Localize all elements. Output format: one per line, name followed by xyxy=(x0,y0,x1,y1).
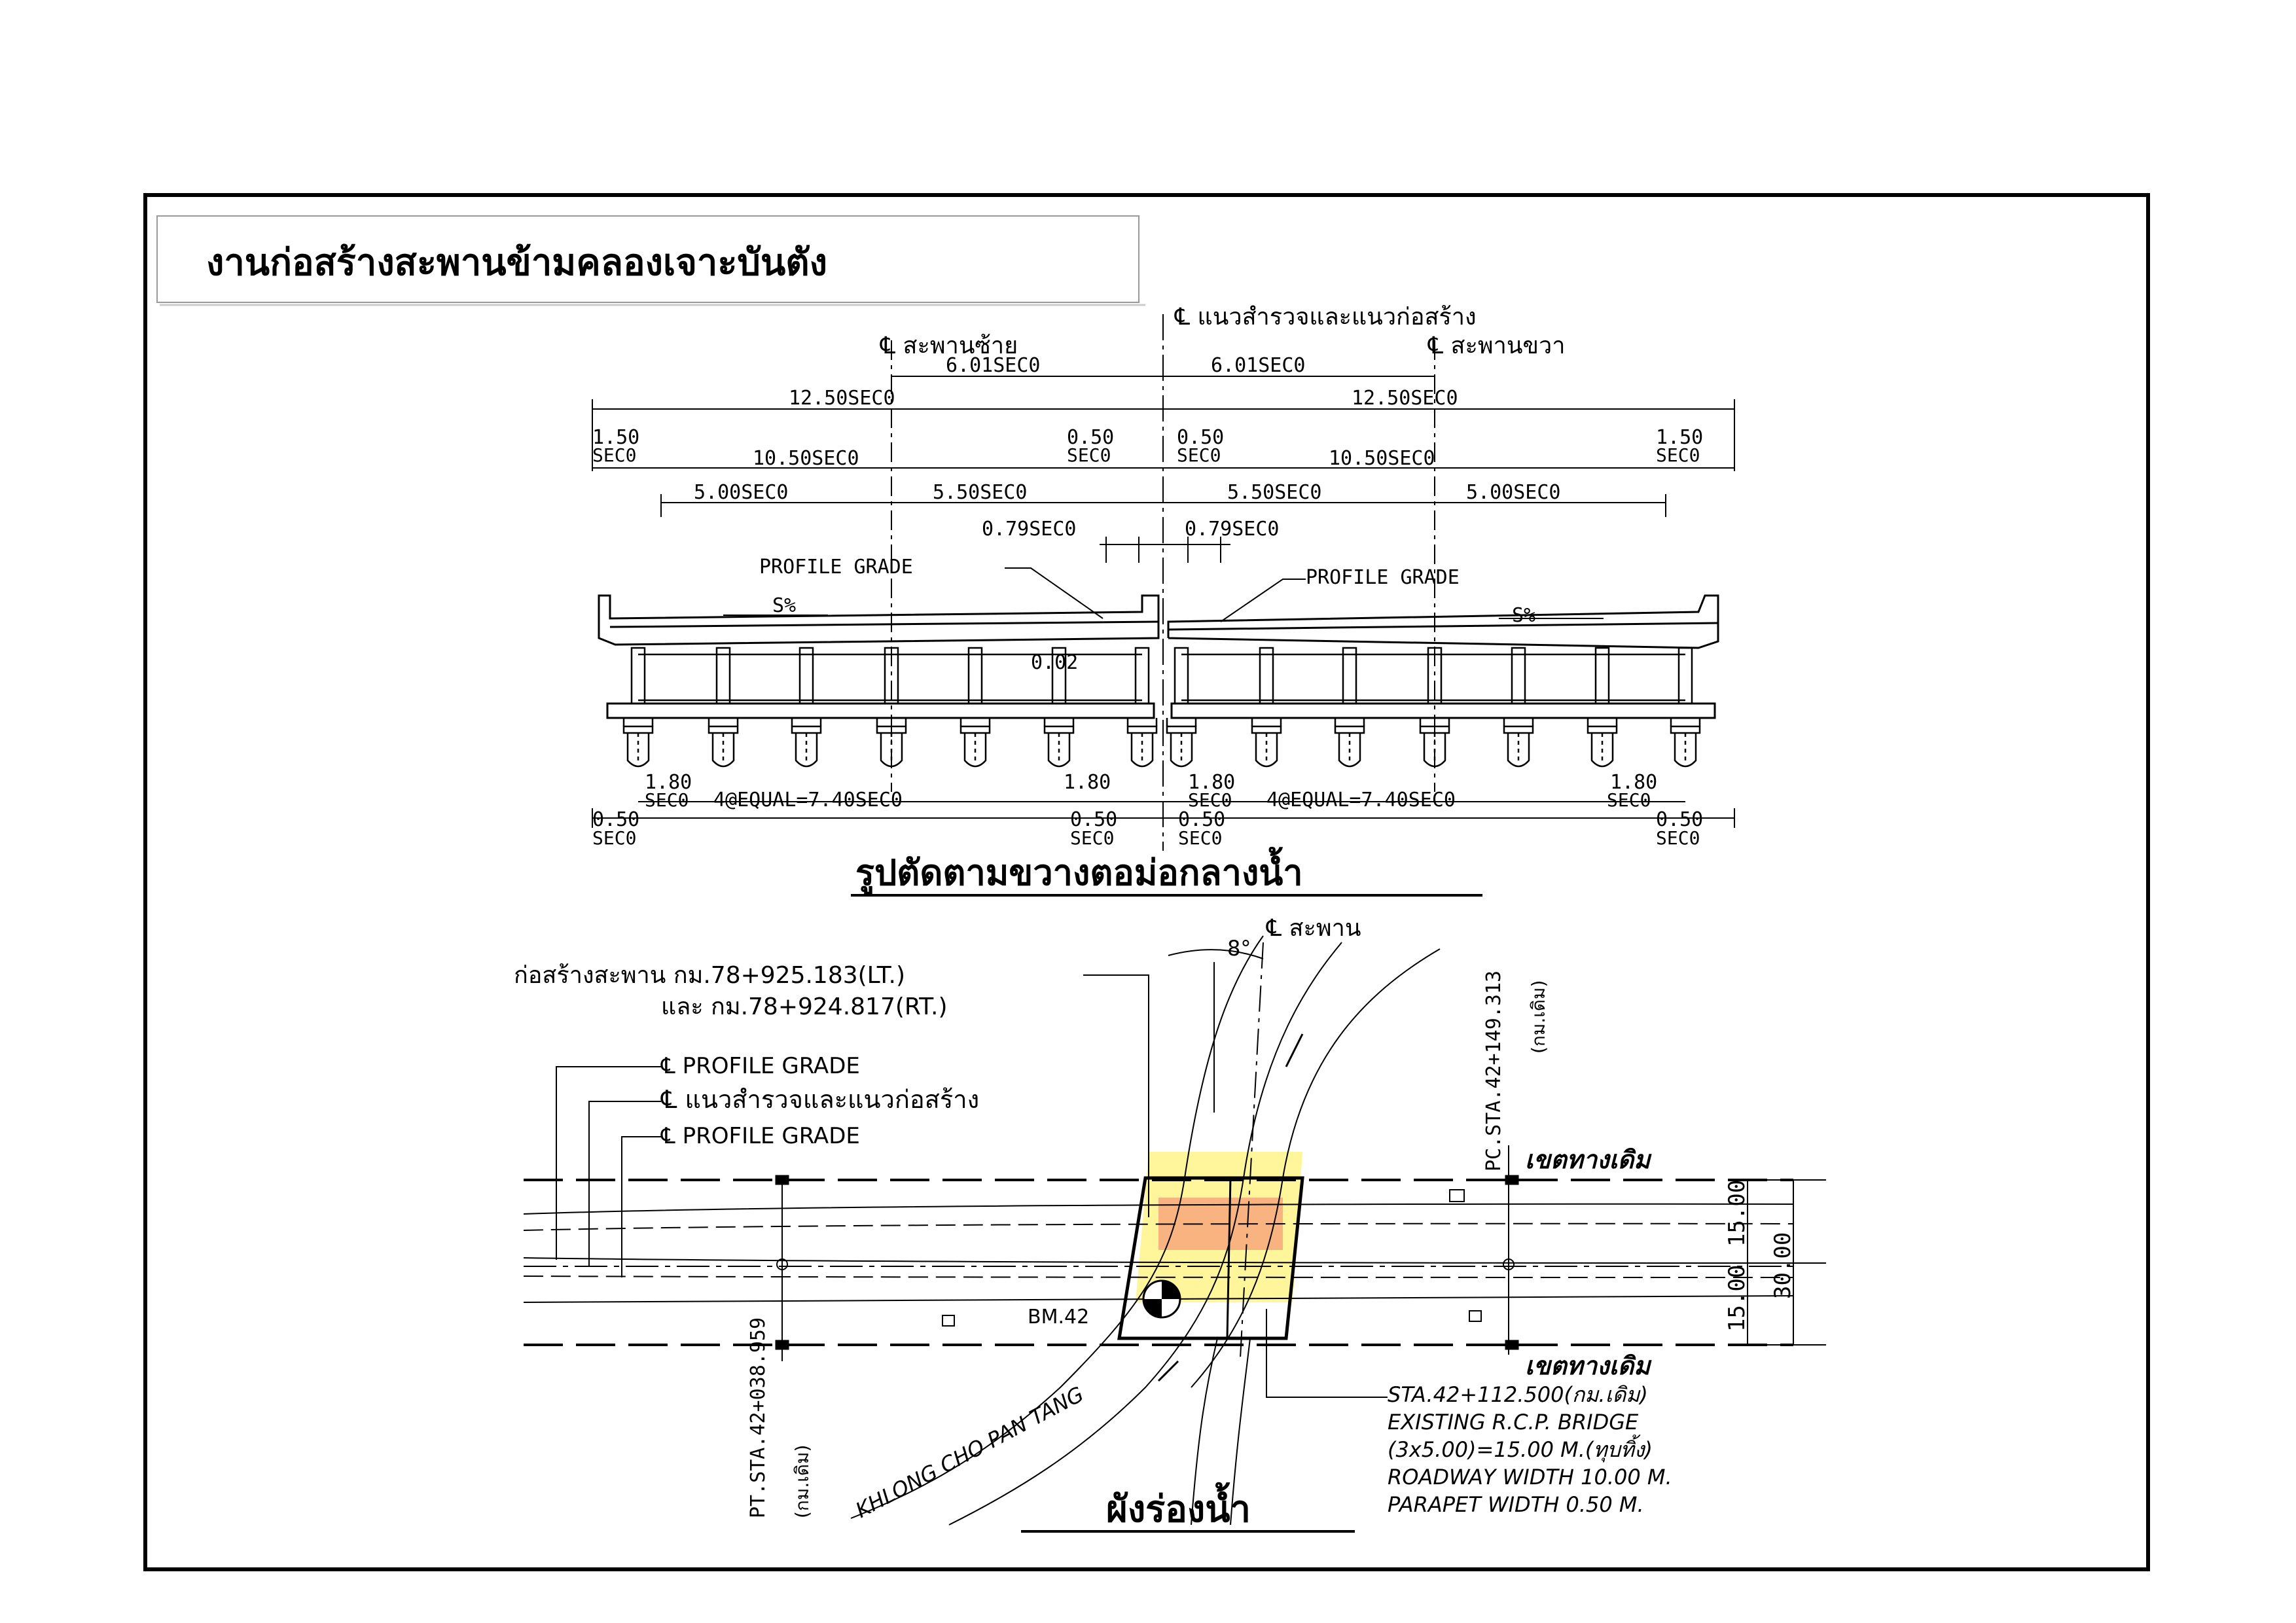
deck-left xyxy=(599,596,1158,645)
dim-050-bl: 0.50 xyxy=(592,808,640,831)
sec-b: SEC0 xyxy=(1188,789,1232,811)
dim-050-left: 0.50 xyxy=(1067,426,1115,449)
sec-bl: SEC0 xyxy=(592,827,637,849)
canal-label: KHLONG CHO PAN TANG xyxy=(851,1382,1088,1524)
slope-left: S% xyxy=(772,594,797,617)
pole-symbol-2 xyxy=(942,1315,954,1326)
note-line-4: ROADWAY WIDTH 10.00 M. xyxy=(1388,1465,1672,1489)
legend-profile-1: ℄ PROFILE GRADE xyxy=(661,1053,860,1079)
dim-left-079: 0.79SEC0 xyxy=(982,518,1077,541)
row-label-top: เขตทางเดิม xyxy=(1525,1145,1651,1174)
pole-symbol-3 xyxy=(1469,1311,1481,1321)
note-line-2: EXISTING R.C.P. BRIDGE xyxy=(1388,1410,1639,1435)
dim-15-bottom: 15.00 xyxy=(1724,1264,1750,1332)
slope-right: S% xyxy=(1512,604,1536,627)
dim-right-550: 5.50SEC0 xyxy=(1227,481,1322,504)
dim-left-1050: 10.50SEC0 xyxy=(753,447,859,470)
pole-symbol-1 xyxy=(1450,1190,1464,1202)
pier-frame xyxy=(638,654,1685,700)
flow-arrow-1 xyxy=(1286,1034,1302,1067)
dim-180-a: 1.80 xyxy=(645,771,692,794)
sec-bm2: SEC0 xyxy=(1178,827,1223,849)
flow-arrow-2 xyxy=(1158,1361,1178,1381)
profile-grade-left: PROFILE GRADE xyxy=(759,556,913,579)
plan-title: ผังร่องน้ำ xyxy=(1106,1488,1251,1531)
dim-150-right-sec: SEC0 xyxy=(1656,444,1700,466)
pile xyxy=(1671,648,1700,766)
pt-sta-label: PT.STA.42+038.959 xyxy=(747,1317,770,1518)
dim-left-1250: 12.50SEC0 xyxy=(789,387,895,410)
pile xyxy=(624,648,653,766)
pier-cap-left xyxy=(607,704,1154,718)
pile xyxy=(792,648,821,766)
pile xyxy=(1128,648,1157,766)
dim-150-left: 1.50 xyxy=(592,426,640,449)
row-label-bottom: เขตทางเดิม xyxy=(1525,1351,1651,1380)
dim-180-d: 1.80 xyxy=(1610,771,1658,794)
pile xyxy=(1335,648,1364,766)
cl-left-label: ℄ สะพานซ้าย xyxy=(880,332,1018,359)
sec-br: SEC0 xyxy=(1656,827,1700,849)
dim-left-550: 5.50SEC0 xyxy=(933,481,1028,504)
sec-a: SEC0 xyxy=(645,789,689,811)
note-line-3: (3x5.00)=15.00 M.(ทุบทิ้ง) xyxy=(1388,1437,1653,1462)
profile-grade-leader-right xyxy=(1221,579,1306,622)
pc-sta-label: PC.STA.42+149.313 xyxy=(1482,970,1505,1171)
note-leader xyxy=(1266,1309,1388,1397)
legend-profile-2: ℄ PROFILE GRADE xyxy=(661,1123,860,1149)
dim-right-1250: 12.50SEC0 xyxy=(1352,387,1458,410)
legend-leader-3 xyxy=(622,1137,661,1277)
dim-180-c: 1.80 xyxy=(1188,771,1236,794)
legend-leader-1 xyxy=(556,1067,661,1260)
pile-group xyxy=(624,648,1700,766)
note-line-1: STA.42+112.500(กม.เดิม) xyxy=(1388,1382,1648,1407)
profile-grade-leader-left xyxy=(1005,568,1103,618)
dim-050-bm2: 0.50 xyxy=(1178,808,1226,831)
legend-leader-2 xyxy=(589,1101,661,1266)
cl-survey-label: ℄ แนวสำรวจและแนวก่อสร้าง xyxy=(1175,304,1477,330)
dim-30: 30.00 xyxy=(1770,1232,1796,1299)
dim-050-right: 0.50 xyxy=(1177,426,1225,449)
dim-right-601: 6.01SEC0 xyxy=(1211,354,1306,377)
legend-survey: ℄ แนวสำรวจและแนวก่อสร้าง xyxy=(661,1085,980,1114)
pile xyxy=(709,648,738,766)
sec-c: SEC0 xyxy=(1607,789,1651,811)
benchmark-icon xyxy=(1143,1281,1180,1317)
row-marker-2 xyxy=(1505,1175,1518,1185)
header-title: งานก่อสร้างสะพานข้ามคลองเจาะบันตัง xyxy=(206,241,827,284)
dim-right-500: 5.00SEC0 xyxy=(1466,481,1561,504)
dim-150-left-sec: SEC0 xyxy=(592,444,637,466)
construct-line-1: ก่อสร้างสะพาน กม.78+925.183(LT.) xyxy=(514,962,905,989)
sec-bm1: SEC0 xyxy=(1070,827,1115,849)
dim-050-left-sec: SEC0 xyxy=(1067,444,1111,466)
dim-050-bm1: 0.50 xyxy=(1070,808,1118,831)
pile xyxy=(1252,648,1281,766)
pile xyxy=(1588,648,1617,766)
angle-label: 8° xyxy=(1227,936,1251,961)
section-labels xyxy=(592,304,1703,895)
dim-equal-right: 4@EQUAL=7.40SEC0 xyxy=(1266,789,1456,812)
dim-right-079: 0.79SEC0 xyxy=(1185,518,1280,541)
pile xyxy=(961,648,990,766)
profile-grade-right: PROFILE GRADE xyxy=(1306,566,1460,589)
dim-050-br: 0.50 xyxy=(1656,808,1704,831)
dim-15-top: 15.00 xyxy=(1724,1179,1750,1247)
dim-050-right-sec: SEC0 xyxy=(1177,444,1221,466)
pile xyxy=(1504,648,1533,766)
deck-right xyxy=(1168,596,1718,648)
cross-section xyxy=(592,314,1734,851)
dim-002: 0.02 xyxy=(1031,651,1079,674)
dim-left-500: 5.00SEC0 xyxy=(694,481,789,504)
dim-equal-left: 4@EQUAL=7.40SEC0 xyxy=(713,789,903,812)
cl-bridge-label: ℄ สะพาน xyxy=(1266,915,1361,942)
dim-180-b: 1.80 xyxy=(1064,771,1111,794)
dim-right-1050: 10.50SEC0 xyxy=(1329,447,1435,470)
bm-label: BM.42 xyxy=(1028,1306,1090,1329)
row-marker-4 xyxy=(1505,1340,1518,1349)
pc-km-label: (กม.เดิม) xyxy=(1528,980,1549,1054)
pier-cap-right xyxy=(1172,704,1715,718)
dim-left-601: 6.01SEC0 xyxy=(946,354,1041,377)
pt-km-label: (กม.เดิม) xyxy=(791,1444,813,1518)
section-title: รูปตัดตามขวางตอม่อกลางน้ำ xyxy=(855,852,1303,893)
dim-150-right: 1.50 xyxy=(1656,426,1704,449)
construct-line-2: และ กม.78+924.817(RT.) xyxy=(661,993,948,1020)
note-line-5: PARAPET WIDTH 0.50 M. xyxy=(1388,1492,1644,1517)
cl-right-label: ℄ สะพานขวา xyxy=(1428,332,1566,359)
